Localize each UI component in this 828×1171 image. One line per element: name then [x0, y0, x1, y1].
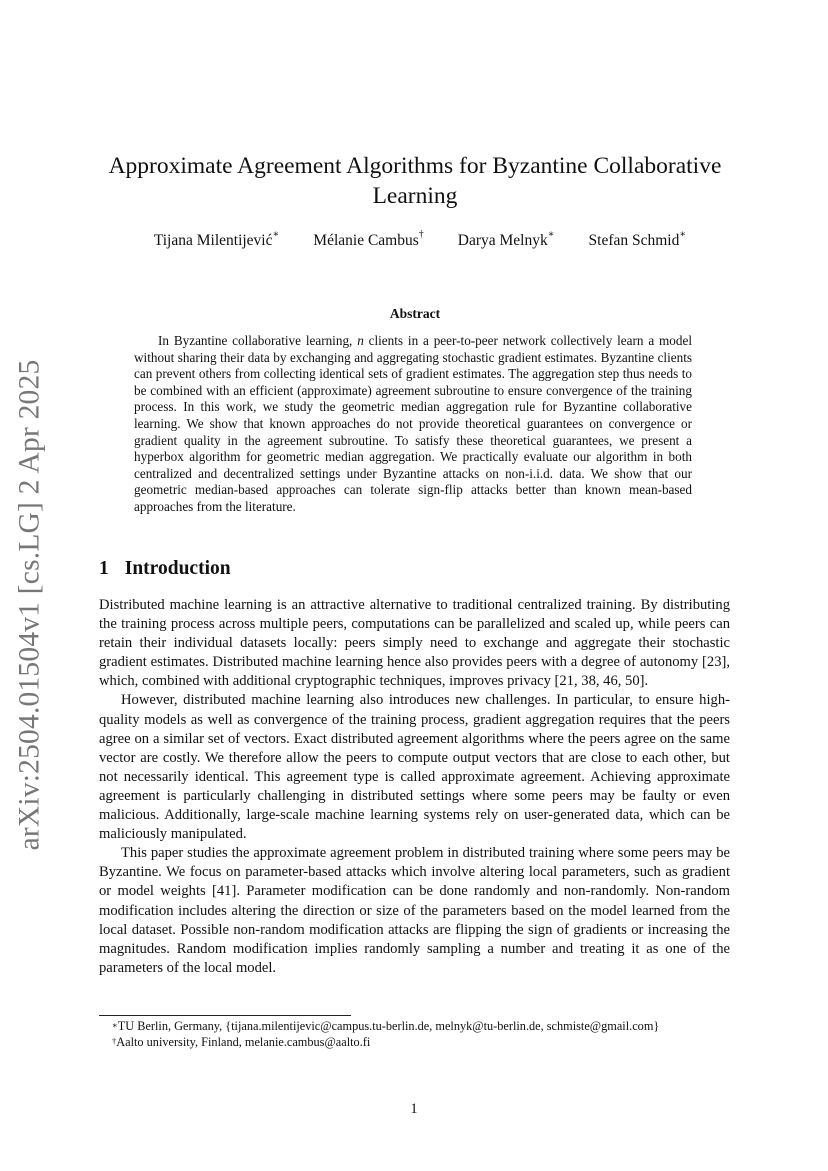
- footnote-text: TU Berlin, Germany, {tijana.milentijevic@campus.tu-berlin.de, melnyk@tu-berlin.de, schmiste@gmail.com}: [117, 1019, 660, 1033]
- footnote-text: Aalto university, Finland, melanie.cambus@aalto.fi: [116, 1035, 371, 1049]
- author-1: [153, 229, 280, 250]
- author-name: Mélanie Cambus: [313, 232, 419, 249]
- author-name: Stefan Schmid: [588, 232, 680, 249]
- paper-title: Approximate Agreement Algorithms for Byzantine Collaborative Learning: [108, 153, 722, 209]
- abstract-body: clients in a peer-to-peer network collectively learn a model without sharing their data by exchanging and aggregating stochastic gradient estimates. Byzantine clients can prevent others from collecting identical sets of gradient estimates. The aggregation step thus needs to be combined with an efficient (approximate) agreement subroutine to ensure convergence of the training process. In this work, we study the geometric median aggregation rule for Byzantine collaborative learning. We show that known approaches do not provide theoretical guarantees on convergence or gradient quality in the agreement subroutine. To satisfy these theoretical guarantees, we present a hyperbox algorithm for geometric median aggregation. We practically evaluate our algorithm in both centralized and decentralized settings under Byzantine attacks on non-i.i.d. data. We show that our geometric median-based approaches can tolerate sign-flip attacks better than known mean-based approaches from the literature.: [134, 333, 693, 514]
- author-name: Tijana Milentijević: [153, 232, 273, 249]
- footnotes: [112, 1018, 732, 1050]
- arxiv-identifier-stamp: arXiv:2504.01504v1 [cs.LG] 2 Apr 2025: [13, 359, 46, 851]
- section-title: Introduction: [124, 558, 231, 579]
- affiliation-mark: ∗: [547, 229, 555, 240]
- paragraph: This paper studies the approximate agreement problem in distributed training where some peers may be Byzantine. We focus on parameter-based attacks which involve altering local parameters, such as gradient or model weights [41]. Parameter modification can be done randomly and non-randomly. Non-random modification includes altering the direction or size of the parameters based on the model learned from the local dataset. Possible non-random modification attacks are flipping the sign of gradients or increasing the magnitudes. Random modification implies randomly sampling a number and treating it as one of the parameters of the local model.: [99, 845, 730, 976]
- introduction-body: [99, 596, 730, 978]
- section-heading: [99, 558, 231, 580]
- paragraph: Distributed machine learning is an attractive alternative to traditional centralized training. By distributing the training process across multiple peers, computations can be parallelized and scaled up, while peers can retain their individual datasets locally: peers simply need to exchange and aggregate their stochastic gradient estimates. Distributed machine learning hence also provides peers with a degree of autonomy [23], which, combined with additional cryptographic techniques, improves privacy [21, 38, 46, 50].: [99, 597, 730, 690]
- author-name: Darya Melnyk: [457, 232, 548, 249]
- footnote-divider: [99, 1015, 351, 1016]
- footnote: [112, 1018, 732, 1034]
- author-4: [588, 229, 687, 250]
- section-number: 1: [99, 558, 109, 579]
- author-2: [313, 229, 424, 250]
- math-variable-n: n: [357, 333, 364, 348]
- footnote-mark: ∗: [112, 1020, 118, 1030]
- author-list: [100, 229, 740, 250]
- author-3: [457, 229, 555, 250]
- abstract-lead: In Byzantine collaborative learning,: [158, 333, 358, 348]
- paragraph: However, distributed machine learning also introduces new challenges. In particular, to ensure high-quality models as well as convergence of the training process, gradient aggregation requires that the peers agree on a similar set of vectors. Exact distributed agreement algorithms where the peers agree on the same vector are costly. We therefore allow the peers to compute output vectors that are close to each other, but not necessarily identical. This agreement type is called approximate agreement. Achieving approximate agreement is particularly challenging in distributed settings where some peers may be faulty or even malicious. Additionally, large-scale machine learning systems rely on user-generated data, which can be maliciously manipulated.: [99, 692, 730, 843]
- affiliation-mark: ∗: [679, 229, 687, 240]
- affiliation-mark: ∗: [272, 229, 280, 240]
- affiliation-mark: †: [418, 229, 424, 240]
- footnote: [112, 1034, 732, 1050]
- page-number: 1: [410, 1101, 418, 1117]
- abstract-text: [134, 333, 692, 516]
- abstract-heading: Abstract: [389, 306, 441, 321]
- footnote-mark: †: [112, 1036, 117, 1046]
